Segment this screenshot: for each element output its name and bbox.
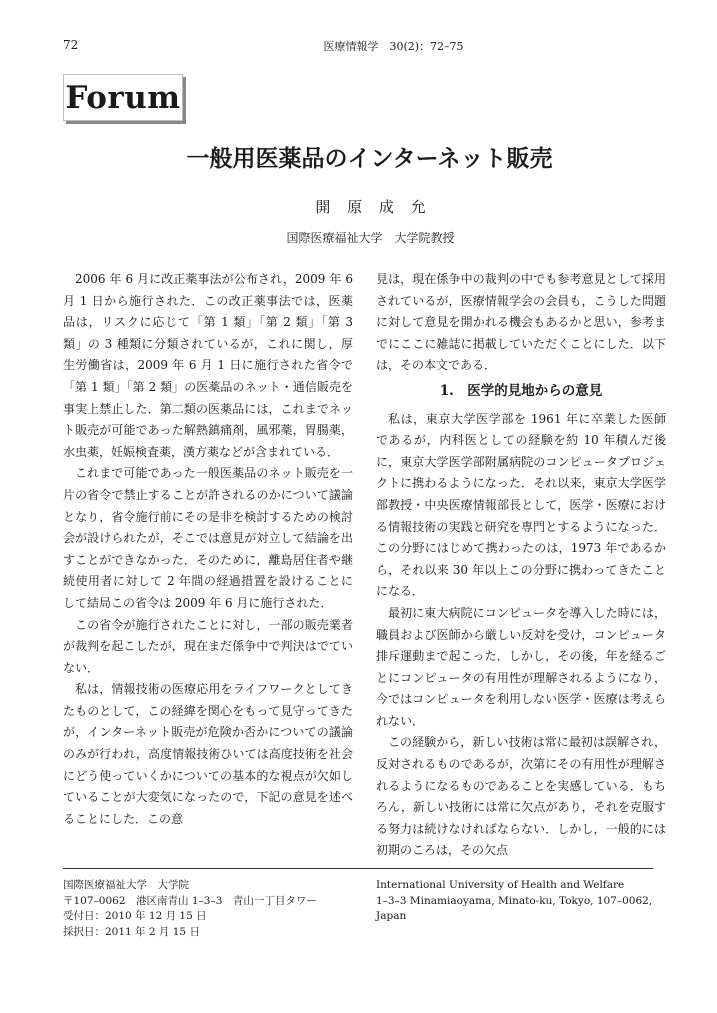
paragraph: 私は，情報技術の医療応用をライフワークとしてきたものとして，この経緯を関心をもって見守ってきたが，インターネット販売が危険か否かについての議論のみが行われ，高度情報技術ひいては高度技術を社会にどう使っていくかについての基本的な視点が欠如していることが大変気になったので，下記の意見を述べることにした．この意 bbox=[63, 682, 353, 826]
article-title: 一般用医薬品のインターネット販売 bbox=[186, 145, 553, 172]
paragraph: この経験から，新しい技術は常に最初は誤解され，反対されるものであるが，次第にその有用性が理解されるようになるものであることを実感している．もちろん，新しい技術には常に欠点があり，それを克服する努力は続けなければならない．しかし，一般的には初期のころは，その欠点 bbox=[376, 735, 666, 858]
paragraph-continued: 見は，現在係争中の裁判の中でも参考意見として採用されているが，医療情報学会の会員も，こうした問題に対して意見を開かれる機会もあるかと思い，参考までにここに雑誌に掲載していただくことにした．以下は，その本文である． bbox=[376, 272, 666, 373]
footer-line: 採択日：2011 年 2 月 15 日 bbox=[63, 925, 200, 938]
footer-line: 国際医療福祉大学 大学院 bbox=[63, 879, 189, 891]
footer-japanese-address bbox=[63, 878, 317, 940]
footer-line: 〒107–0062 港区南青山 1–3–3 青山一丁目タワー bbox=[63, 894, 317, 907]
paragraph: この省令が施行されたことに対し，一部の販売業者が裁判を起こしたが，現在まだ係争中で判決はでていない． bbox=[63, 617, 353, 675]
footer-line: 1–3–3 Minamiaoyama, Minato-ku, Tokyo, 107–0062, bbox=[376, 894, 653, 907]
footer-line: 受付日：2010 年 12 月 15 日 bbox=[63, 910, 207, 922]
journal-reference: 医療情報学 30(2)：72–75 bbox=[323, 40, 464, 53]
paragraph: 私は，東京大学医学部を 1961 年に卒業した医師であるが，内科医としての経験を約 10 年積んだ後に，東京大学医学部附属病院のコンピュータプロジェクトに携わるようになった．それ以来，東京大学医学部教授・中央医療情報部長として，医学・医療における情報技術の実践と研究を専門とするようになった．この分野にはじめて携わったのは，1973 年であるから，それ以来 30 年以上この分野に携わってきたことになる． bbox=[376, 411, 666, 599]
paragraph: 最初に東大病院にコンピュータを導入した時には，職員および医師から厳しい反対を受け，コンピュータ排斥運動まで起こった．しかし，その後，年を経るごとにコンピュータの有用性が理解されるようになり，今ではコンピュータを利用しない医学・医療は考えられない． bbox=[376, 605, 666, 728]
author-affiliation: 国際医療福祉大学 大学院教授 bbox=[286, 231, 455, 245]
forum-label-box bbox=[63, 74, 183, 121]
footer-divider bbox=[63, 868, 653, 869]
forum-label: Forum bbox=[65, 79, 181, 116]
footer-line: Japan bbox=[376, 910, 407, 922]
paragraph: 2006 年 6 月に改正薬事法が公布され，2009 年 6 月 1 日から施行された．この改正薬事法では，医薬品は，リスクに応じて「第 1 類」「第 2 類」「第 3 類」の 3 種類に分類されているが，これに関し，厚生労働省は，2009 年 6 月 1 日に施行された省令で「第 1 類」「第 2 類」の医薬品のネット・通信販売を事実上禁止した．第二類の医薬品には，これまでネット販売が可能であった解熱鎮痛剤，風邪薬，胃腸薬，水虫薬，妊娠検査薬，漢方薬などが含まれている． bbox=[63, 272, 353, 459]
section-heading: 1. 医学的見地からの意見 bbox=[439, 382, 603, 399]
footer-english-address bbox=[376, 878, 652, 925]
footer-line: International University of Health and Welfare bbox=[376, 879, 625, 891]
author-name: 開 原 成 允 bbox=[315, 198, 432, 216]
paragraph: これまで可能であった一般医薬品のネット販売を一片の省令で禁止することが許されるのかについて議論となり，省令施行前にその是非を検討するための検討会が設けられたが，そこでは意見が対立して結論を出すことができなかった．そのために，離島居住者や継続使用者に対して 2 年間の経過措置を設けることにして結局この省令は 2009 年 6 月に施行された． bbox=[63, 466, 353, 610]
right-column bbox=[376, 269, 666, 862]
page-number: 72 bbox=[63, 38, 79, 52]
left-column bbox=[63, 269, 353, 830]
